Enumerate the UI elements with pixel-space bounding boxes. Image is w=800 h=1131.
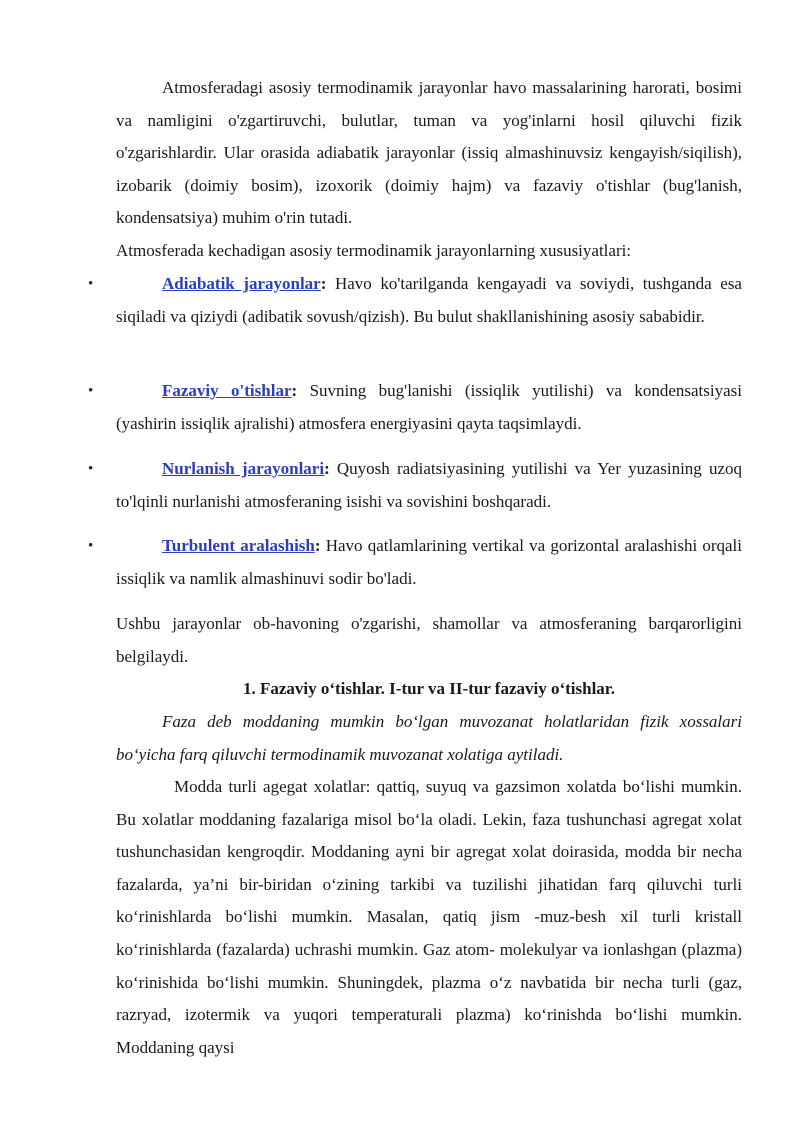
- term-colon: :: [320, 274, 327, 293]
- bullet-item-turbulent: [116, 530, 742, 595]
- intro-paragraph: Atmosferadagi asosiy termodinamik jarayonlar havo massalarining harorati, bosimi va namligini o'zgartiruvchi, bulutlar, tuman va yog'inlarni hosil qiluvchi fizik o'zgarishlardir. Ular orasida adiabatik jarayonlar (issiq almashinuvsiz kengayish/siqilish), izobarik (doimiy bosim), izoxorik (doimiy hajm) va fazaviy o'tishlar (bug'lanish, kondensatsiya) muhim o'rin tutadi.: [116, 78, 742, 228]
- bullet-marker: •: [88, 538, 94, 554]
- list-intro: Atmosferada kechadigan asosiy termodinamik jarayonlarning xususiyatlari:: [116, 241, 632, 260]
- term-colon: :: [324, 459, 330, 478]
- bullet-text: Havo qatlamlarining vertikal va gorizontal aralashishi orqali issiqlik va namlik almashinuvi sodir bo'ladi.: [116, 536, 742, 588]
- section-heading: 1. Fazaviy o‘tishlar. I-tur va II-tur fazaviy o‘tishlar.: [242, 679, 616, 698]
- term-colon: :: [291, 381, 298, 400]
- bullet-text: Suvning bug'lanishi (issiqlik yutilishi) va kondensatsiyasi (yashirin issiqlik ajralishi) atmosfera energiyasini qayta taqsimlaydi.: [116, 381, 742, 433]
- term-link[interactable]: Adiabatik jarayonlar: [162, 274, 321, 293]
- bullet-item-phase: [116, 375, 742, 440]
- term-link[interactable]: Nurlanish jarayonlari: [162, 459, 325, 478]
- bullet-marker: •: [88, 383, 94, 399]
- definition-paragraph: Faza deb moddaning mumkin bo‘lgan muvozanat holatlaridan fizik xossalari bo‘yicha farq qiluvchi termodinamik muvozanat xolatiga aytiladi.: [116, 712, 742, 764]
- term-colon: :: [314, 536, 321, 555]
- bullet-text: Quyosh radiatsiyasining yutilishi va Yer yuzasining uzoq to'lqinli nurlanishi atmosferaning isishi va sovishini boshqaradi.: [116, 459, 742, 511]
- bullet-item-radiation: [116, 453, 742, 518]
- summary-paragraph: Ushbu jarayonlar ob-havoning o'zgarishi, shamollar va atmosferaning barqarorligini belgilaydi.: [116, 614, 742, 666]
- section-body: Modda turli agegat xolatlar: qattiq, suyuq va gazsimon xolatda bo‘lishi mumkin. Bu xolatlar moddaning fazalariga misol bo‘la oladi. Lekin, faza tushunchasi agregat xolat tushunchasidan kengroqdir. Moddaning ayni bir agregat xolat doirasida, modda bir necha fazalarda, ya’ni bir-biridan o‘zining tarkibi va tuzilishi jihatidan farq qiluvchi turli ko‘rinishlarda bo‘lishi mumkin. Masalan, qatiq jism -muz-besh xil turli kristall ko‘rinishlarda (fazalarda) uchrashi mumkin. Gaz atom- molekulyar va ionlashgan (plazma) ko‘rinishida bo‘lishi mumkin. Shuningdek, plazma o‘z navbatida bir necha turli (gaz, razryad, izotermik va yuqori temperaturali plazma) ko‘rinishda bo‘lishi mumkin. Moddaning qaysi: [116, 777, 742, 1057]
- bullet-item-adiabatic: [116, 268, 742, 333]
- bullet-marker: •: [88, 276, 94, 292]
- bullet-text: Havo ko'tarilganda kengayadi va soviydi, tushganda esa siqiladi va qiziydi (adibatik sovush/qizish). Bu bulut shakllanishining asosiy sababidir.: [116, 274, 742, 326]
- term-link[interactable]: Fazaviy o'tishlar: [162, 381, 292, 400]
- term-link[interactable]: Turbulent aralashish: [162, 536, 315, 555]
- bullet-marker: •: [88, 461, 94, 477]
